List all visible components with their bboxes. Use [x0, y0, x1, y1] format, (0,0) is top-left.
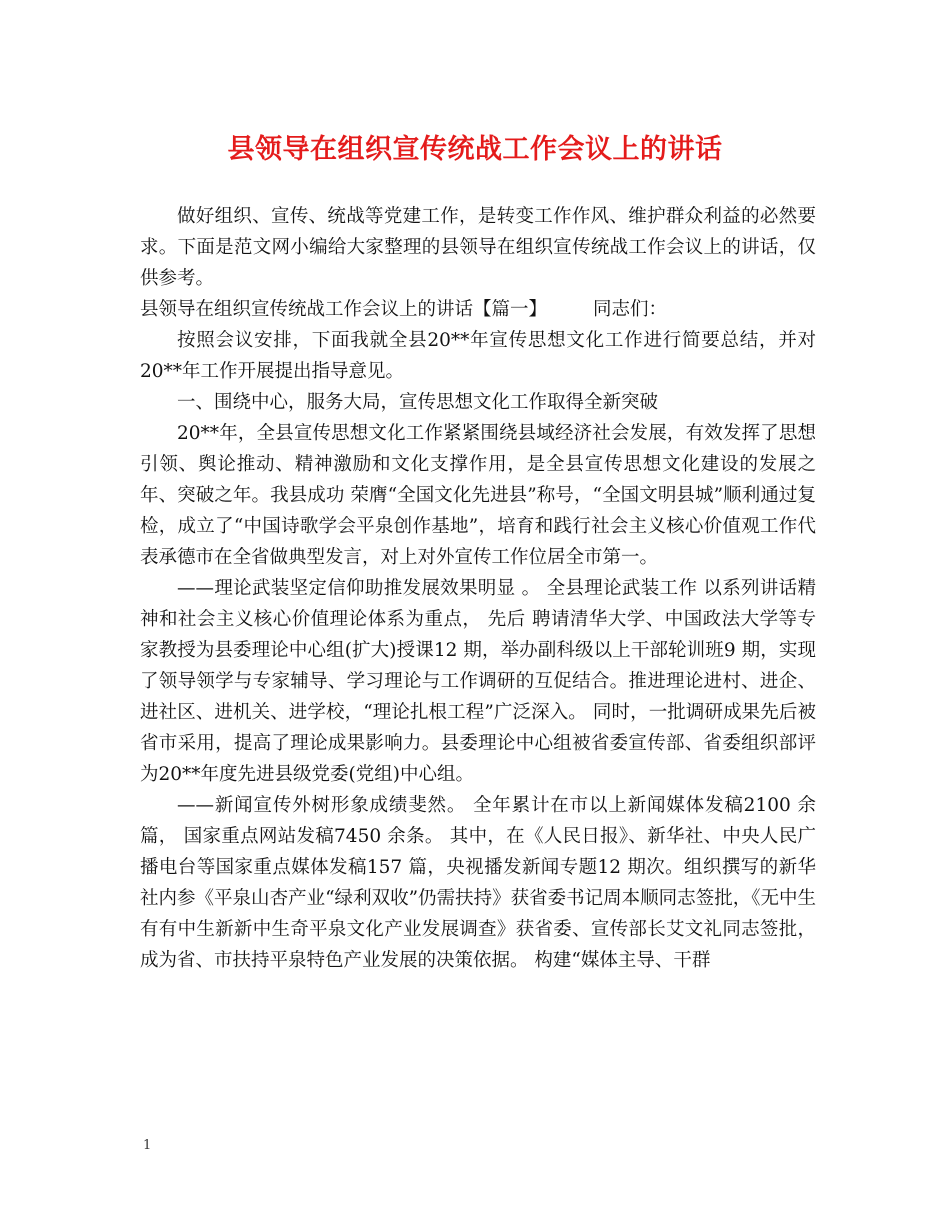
body-paragraph: ——理论武装坚定信仰助推发展效果明显 。 全县理论武装工作 以系列讲话精神和社会主义核心价值理论体系为重点， 先后 聘请清华大学、中国政法大学等专家教授为县委理论中心组(扩大)授课12 期，举办副科级以上干部轮训班9 期，实现了领导领学与专家辅导、学习理论与工作调研的互促结合。推进理论进村、进企、进社区、进机关、进学校，“理论扎根工程”广泛深入。 同时，一批调研成果先后被省市采用，提高了理论成果影响力。县委理论中心组被省委宣传部、省委组织部评为20**年度先进县级党委(党组)中心组。: [140, 578, 816, 785]
document-title: 县领导在组织宣传统战工作会议上的讲话: [227, 134, 723, 165]
document-body: [140, 201, 816, 976]
page-number: 1: [143, 1138, 152, 1153]
body-paragraph: 按照会议安排，下面我就全县20**年宣传思想文化工作进行简要总结，并对20**年工作开展提出指导意见。: [140, 330, 816, 382]
subtitle-line: [140, 294, 816, 325]
section-subtitle: 县领导在组织宣传统战工作会议上的讲话【篇一】: [140, 299, 548, 320]
greeting: 同志们：: [593, 299, 668, 320]
body-paragraph: 20**年，全县宣传思想文化工作紧紧围绕县域经济社会发展，有效发挥了思想引领、舆论推动、精神激励和文化支撑作用，是全县宣传思想文化建设的发展之年、突破之年。我县成功 荣膺“全国文化先进县”称号，“全国文明县城”顺利通过复检，成立了“中国诗歌学会平泉创作基地”，培育和践行社会主义核心价值观工作代表承德市在全省做典型发言，对上对外宣传工作位居全市第一。: [140, 423, 816, 568]
intro-paragraph: 做好组织、宣传、统战等党建工作，是转变工作作风、维护群众利益的必然要求。下面是范文网小编给大家整理的县领导在组织宣传统战工作会议上的讲话，仅供参考。: [140, 206, 816, 289]
body-paragraph: ——新闻宣传外树形象成绩斐然。 全年累计在市以上新闻媒体发稿2100 余篇， 国家重点网站发稿7450 余条。 其中，在《人民日报》、新华社、中央人民广播电台等国家重点媒体发稿157 篇，央视播发新闻专题12 期次。组织撰写的新华社内参《平泉山杏产业“绿利双收”仍需扶持》获省委书记周本顺同志签批，《无中生有有中生新新中生奇平泉文化产业发展调查》获省委、宣传部长艾文礼同志签批，成为省、市扶持平泉特色产业发展的决策依据。 构建“媒体主导、干群: [140, 795, 816, 971]
section-heading: 一、围绕中心，服务大局，宣传思想文化工作取得全新突破: [177, 392, 659, 413]
